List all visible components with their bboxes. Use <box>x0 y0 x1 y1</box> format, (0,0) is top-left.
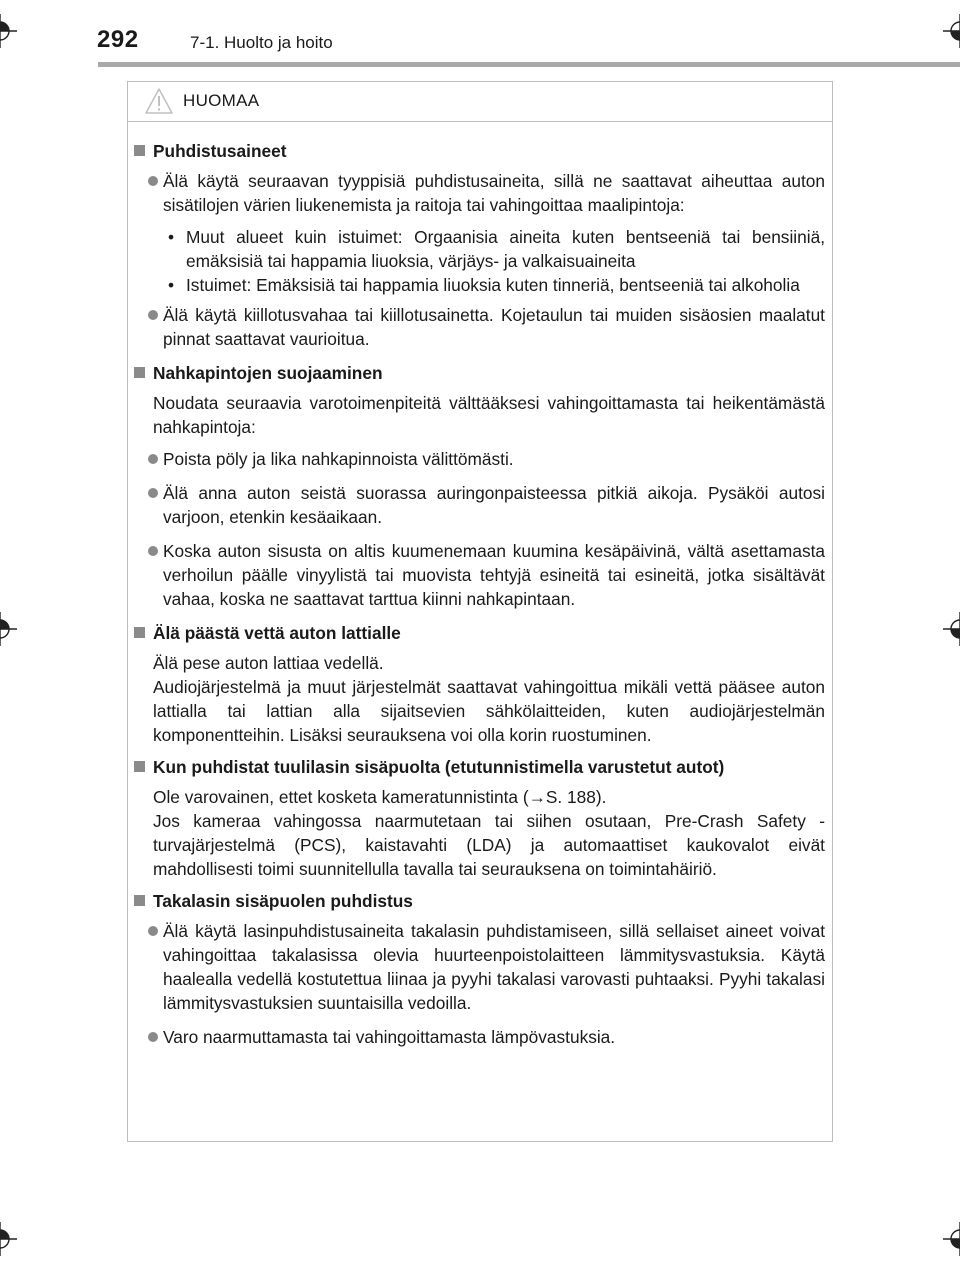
registration-mark-icon <box>943 14 960 48</box>
list-item <box>148 539 825 611</box>
section-heading <box>134 755 825 779</box>
paragraph <box>153 785 825 881</box>
section-title: 7-1. Huolto ja hoito <box>190 33 333 52</box>
list-item <box>148 481 825 529</box>
list-item-text: Älä käytä seuraavan tyyppisiä puhdistusaineita, sillä ne saattavat aiheuttaa auton sisätilojen värien liukenemista ja raitoja tai vahingoittaa maalipintoja: <box>163 171 825 215</box>
circle-bullet-icon <box>148 926 158 936</box>
section-heading <box>134 621 825 645</box>
section-puhdistusaineet <box>134 139 825 351</box>
registration-mark-icon <box>0 14 17 48</box>
registration-mark-icon <box>0 612 17 646</box>
circle-bullet-icon <box>148 1032 158 1042</box>
registration-mark-icon <box>0 1222 17 1256</box>
paragraph-text: Ole varovainen, ettet kosketa kameratunnistinta (→S. 188). <box>153 787 607 807</box>
square-bullet-icon <box>134 627 145 638</box>
section-takalasi <box>134 889 825 1049</box>
bullet-icon: • <box>168 275 175 295</box>
section-lattia <box>134 621 825 747</box>
sub-list-item <box>168 225 825 273</box>
section-heading <box>134 139 825 163</box>
notice-body <box>128 122 832 1049</box>
registration-mark-icon <box>943 612 960 646</box>
section-heading-text: Puhdistusaineet <box>153 141 287 161</box>
paragraph-text: Jos kameraa vahingossa naarmutetaan tai siihen osutaan, Pre-Crash Safety -turvajärjestelmä (PCS), kaistavahti (LDA) ja automaattiset kaukovalot eivät mahdollisesti toimi suunnitellulla tavalla tai seurauksena on toimintahäiriö. <box>153 811 825 879</box>
paragraph-text: Audiojärjestelmä ja muut järjestelmät saattavat vahingoittua mikäli vettä pääsee auton lattialla tai lattian alla sijaitsevien sähkölaitteiden, kuten audiojärjestelmän komponentteihin. Lisäksi seurauksena voi olla korin ruostuminen. <box>153 677 825 745</box>
list-item-text: Älä käytä kiillotusvahaa tai kiillotusainetta. Kojetaulun tai muiden sisäosien maalatut pinnat saattavat vaurioitua. <box>163 305 825 349</box>
circle-bullet-icon <box>148 176 158 186</box>
list-item <box>148 919 825 1015</box>
warning-triangle-icon <box>144 87 174 115</box>
header-rule <box>98 62 960 67</box>
bullet-icon: • <box>168 227 175 247</box>
section-heading <box>134 361 825 385</box>
list-item-text: Älä anna auton seistä suorassa auringonpaisteessa pitkiä aikoja. Pysäköi autosi varjoon, etenkin kesäaikaan. <box>163 483 825 527</box>
section-heading <box>134 889 825 913</box>
sub-list-item-text: Istuimet: Emäksisiä tai happamia liuoksia kuten tinneriä, bentseeniä tai alkoholia <box>186 275 800 295</box>
square-bullet-icon <box>134 367 145 378</box>
paragraph <box>153 391 825 439</box>
sub-list <box>168 225 825 297</box>
notice-title: HUOMAA <box>183 91 260 110</box>
list-item <box>148 303 825 351</box>
paragraph <box>153 651 825 747</box>
list-item-text: Poista pöly ja lika nahkapinnoista välittömästi. <box>163 449 514 469</box>
list-item-text: Älä käytä lasinpuhdistusaineita takalasin puhdistamiseen, sillä sellaiset aineet voivat vahingoittaa takalasissa olevia huurteenpoistolaitteen lämmitysvastuksia. Käytä haalealla vedellä kostutettua liinaa ja pyyhi takalasi varovasti puhtaaksi. Pyyhi takalasi lämmitysvastuksien suuntaisilla vedoilla. <box>163 921 825 1013</box>
list-item <box>148 447 825 471</box>
square-bullet-icon <box>134 145 145 156</box>
list-item-text: Varo naarmuttamasta tai vahingoittamasta lämpövastuksia. <box>163 1027 616 1047</box>
circle-bullet-icon <box>148 488 158 498</box>
section-heading-text: Nahkapintojen suojaaminen <box>153 363 383 383</box>
notice-box <box>127 81 833 1142</box>
list-item-text: Koska auton sisusta on altis kuumenemaan kuumina kesäpäivinä, vältä asettamasta verhoilun päälle vinyylistä tai muovista tehtyjä esineitä tai esineitä, jotka sisältävät vahaa, koska ne saattavat tarttua kiinni nahkapintaan. <box>163 541 825 609</box>
section-heading-text: Kun puhdistat tuulilasin sisäpuolta (etutunnistimella varustetut autot) <box>153 757 725 777</box>
registration-mark-icon <box>943 1222 960 1256</box>
page-number: 292 <box>97 26 139 53</box>
circle-bullet-icon <box>148 310 158 320</box>
list-item <box>148 169 825 217</box>
list-item <box>148 1025 825 1049</box>
paragraph-text: Noudata seuraavia varotoimenpiteitä välttääksesi vahingoittamasta tai heikentämästä nahkapintoja: <box>153 393 825 437</box>
circle-bullet-icon <box>148 454 158 464</box>
section-heading-text: Älä päästä vettä auton lattialle <box>153 623 401 643</box>
sub-list-item <box>168 273 825 297</box>
square-bullet-icon <box>134 761 145 772</box>
section-tuulilasi <box>134 755 825 881</box>
sub-list-item-text: Muut alueet kuin istuimet: Orgaanisia aineita kuten bentseeniä tai bensiiniä, emäksisiä tai happamia liuoksia, värjäys- ja valkaisuaineita <box>186 227 825 271</box>
paragraph-text: Älä pese auton lattiaa vedellä. <box>153 653 384 673</box>
square-bullet-icon <box>134 895 145 906</box>
circle-bullet-icon <box>148 546 158 556</box>
section-heading-text: Takalasin sisäpuolen puhdistus <box>153 891 413 911</box>
notice-header <box>128 82 832 122</box>
section-nahkapinnat <box>134 361 825 611</box>
